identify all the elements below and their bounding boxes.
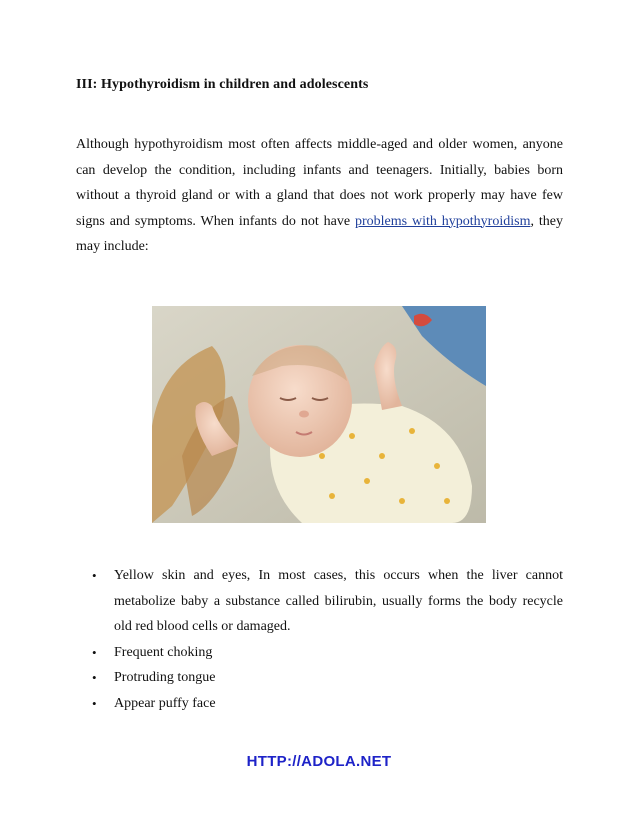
section-heading: III: Hypothyroidism in children and adolescents: [76, 77, 369, 92]
sleeping-baby-photo: [152, 306, 486, 523]
symptom-text: Appear puffy face: [114, 695, 216, 711]
symptom-text: Frequent choking: [114, 644, 213, 660]
list-item: [76, 640, 563, 666]
symptom-text: Protruding tongue: [114, 670, 216, 685]
list-item: [76, 691, 563, 717]
bullet-icon: •: [92, 644, 97, 660]
symptom-text: Yellow skin and eyes, In most cases, this occurs when the liver cannot metabolize baby a substance called bilirubin, usually forms the body recycle old red blood cells or damaged.: [114, 568, 563, 634]
list-item: [76, 563, 563, 640]
bullet-icon: •: [92, 670, 97, 685]
paragraph-text-after-link: , they may include:: [76, 213, 563, 254]
paragraph-text-before-link: Although hypothyroidism most often affects middle-aged and older women, anyone can develop the condition, including infants and teenagers. Initially, babies born without a thyroid gland or with a gland that does not work properly may have few signs and symptoms. When infants do not have: [76, 137, 563, 229]
baby-illustration: [152, 306, 486, 523]
symptoms-list: [76, 563, 563, 716]
bullet-icon: •: [92, 568, 97, 583]
bullet-icon: •: [92, 695, 97, 711]
intro-paragraph: [76, 132, 563, 260]
footer-url[interactable]: HTTP://ADOLA.NET: [246, 753, 392, 770]
list-item: [76, 665, 563, 691]
hypothyroidism-link[interactable]: problems with hypothyroidism: [354, 213, 531, 229]
